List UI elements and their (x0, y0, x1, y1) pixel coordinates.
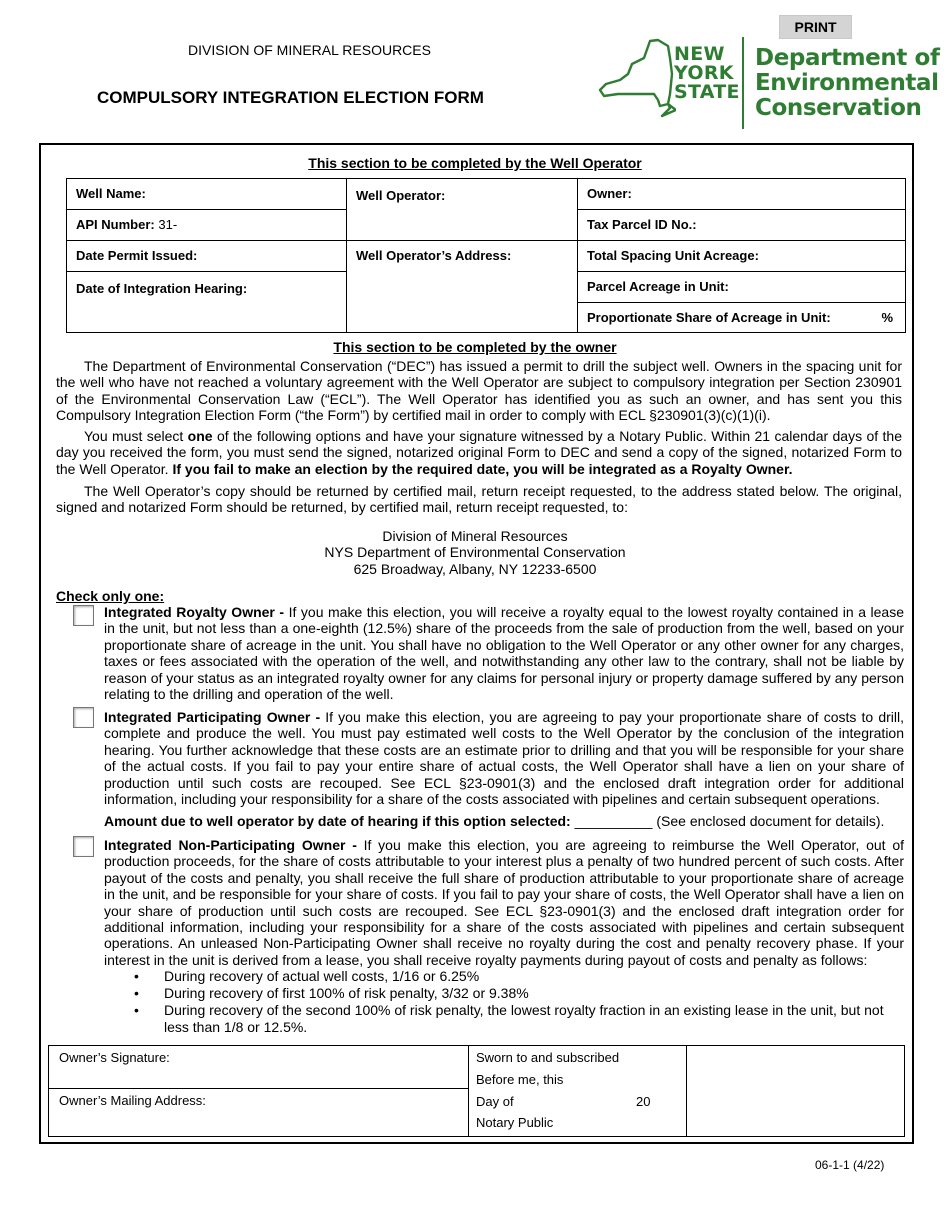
participating-owner-checkbox[interactable] (73, 707, 94, 728)
instructions-warning: If you fail to make an election by the required date, you will be integrated as a Royalty Owner. (172, 460, 793, 477)
proportionate-share-field[interactable] (577, 302, 906, 333)
owner-label: Owner: (587, 186, 632, 201)
bullet-text: During recovery of the second 100% of risk penalty, the lowest royalty fraction in an existing lease in the unit, but not less than 1/8 or 12.5%. (164, 1002, 884, 1035)
notary-stamp-field[interactable] (686, 1045, 905, 1137)
return-paragraph: The Well Operator’s copy should be returned by certified mail, return receipt requested, to the address stated below. The original, signed and notarized Form should be returned, by certified mail, return receipt requested, to: (56, 483, 902, 516)
non-participating-owner-text: If you make this election, you are agreeing to reimburse the Well Operator, out of production proceeds, for the share of costs attributable to your interest plus a penalty of two hundred percent of such costs. After payout of the costs and penalty, you shall receive the full share of production attributable to your proportionate share of acreage in the unit, and be responsible for your share of costs. If you fail to pay your share of costs, the Well Operator shall have a lien on your share of production until such costs are recouped. See ECL §23-0901(3) and the enclosed draft integration order for additional information, including your responsibility for a share of the costs associated with pipelines and certain subsequent operations. An unleased Non-Participating Owner shall receive no royalty during the cost and penalty recovery phase. If your interest in the unit is derived from a lease, you shall receive royalty payments during payout of costs and penalty as follows: (104, 837, 904, 968)
logo-york: YORK (674, 62, 734, 84)
operator-address-label: Well Operator’s Address: (356, 248, 512, 263)
before-me-label: Before me, this (476, 1072, 564, 1087)
participating-owner-title: Integrated Participating Owner - (104, 709, 321, 725)
list-item (134, 985, 904, 1002)
owner-section-heading: This section to be completed by the owner (333, 339, 617, 355)
list-item (134, 1002, 904, 1036)
logo-dept-line-1: Department of (755, 45, 940, 71)
instructions-text-c: of the following options and have your signature witnessed by a Notary Public. Within 21 calendar days of the day you received the form, you must send the signed, notarized original Form to DEC and send a copy of the signed, notarized Form to the Well Operator. (56, 428, 902, 477)
amount-due-line (104, 813, 884, 829)
royalty-bullet-list (134, 968, 904, 1036)
notary-public-label: Notary Public (476, 1115, 554, 1130)
non-participating-owner-checkbox[interactable] (73, 836, 94, 857)
intro-paragraph: The Department of Environmental Conservation (“DEC”) has issued a permit to drill the subject well. Owners in the spacing unit for the well who have not reached a voluntary agreement with the Well Operator are subject to compulsory integration per Section 230901 of the Environmental Conservation Law (“ECL”). The Well Operator has identified you as such an owner, and has sent you this Compulsory Integration Election Form (“the Form”) by certified mail in order to comply with ECL §230901(3)(c)(1)(i). (56, 358, 902, 424)
tax-parcel-field[interactable] (577, 209, 906, 241)
division-name: DIVISION OF MINERAL RESOURCES (188, 42, 431, 58)
bullet-text: During recovery of actual well costs, 1/16 or 6.25% (164, 968, 480, 984)
non-participating-owner-title: Integrated Non-Participating Owner - (104, 837, 357, 853)
owner-signature-label: Owner’s Signature: (59, 1050, 170, 1065)
participating-owner-option (104, 709, 904, 807)
return-address (0, 528, 950, 577)
api-number-label: API Number: (76, 217, 155, 232)
new-york-state-map-icon (598, 38, 676, 118)
owner-mailing-address-field[interactable] (48, 1088, 469, 1137)
parcel-acreage-field[interactable] (577, 271, 906, 303)
logo-state: STATE (674, 81, 740, 103)
sworn-label: Sworn to and subscribed (476, 1050, 620, 1065)
address-line-2: NYS Department of Environmental Conservation (324, 544, 626, 561)
parcel-acreage-label: Parcel Acreage in Unit: (587, 279, 729, 294)
bullet-icon: • (134, 985, 139, 1001)
well-operator-label: Well Operator: (356, 188, 446, 203)
amount-due-label: Amount due to well operator by date of hearing if this option selected: (104, 813, 571, 829)
royalty-owner-title: Integrated Royalty Owner - (104, 604, 285, 620)
logo-dept-line-2: Environmental (755, 70, 939, 96)
api-number-field[interactable] (66, 209, 347, 241)
operator-section-heading: This section to be completed by the Well Operator (308, 155, 642, 171)
logo-dept-line-3: Conservation (755, 95, 922, 121)
address-line-1: Division of Mineral Resources (382, 528, 568, 544)
form-title: COMPULSORY INTEGRATION ELECTION FORM (97, 88, 484, 107)
print-button[interactable]: PRINT (779, 15, 852, 39)
logo-new: NEW (674, 43, 725, 65)
non-participating-owner-option (104, 837, 904, 968)
total-spacing-label: Total Spacing Unit Acreage: (587, 248, 759, 263)
well-name-label: Well Name: (76, 186, 146, 201)
participating-owner-text: If you make this election, you are agreeing to pay your proportionate share of costs to drill, complete and produce the well. You must pay estimated well costs to the Well Operator by the conclusion of the integration hearing. You further acknowledge that these costs are an estimate prior to drilling and that you will be responsible for your share of the actual costs. If you fail to pay your entire share of actual costs, the Well Operator shall have a lien on your share of production until such costs are recouped. See ECL §23-0901(3) and the enclosed draft integration order for additional information, including your responsibility for a share of the costs associated with pipelines and certain subsequent operations. (104, 709, 905, 808)
royalty-owner-checkbox[interactable] (73, 605, 94, 626)
date-hearing-label: Date of Integration Hearing: (76, 281, 248, 296)
owner-mailing-address-label: Owner’s Mailing Address: (59, 1093, 206, 1108)
owner-field[interactable] (577, 178, 906, 210)
tax-parcel-label: Tax Parcel ID No.: (587, 217, 697, 232)
address-line-3: 625 Broadway, Albany, NY 12233-6500 (353, 560, 597, 577)
bullet-icon: • (134, 1002, 139, 1018)
well-name-field[interactable] (66, 178, 347, 210)
amount-due-note: (See enclosed document for details). (656, 813, 885, 829)
logo-divider (742, 37, 744, 129)
operator-address-field[interactable] (346, 240, 578, 333)
well-operator-field[interactable] (346, 178, 578, 241)
date-permit-field[interactable] (66, 240, 347, 272)
year-prefix-label: 20 (636, 1094, 651, 1109)
royalty-owner-text: If you make this election, you will receive a royalty equal to the lowest royalty contained in a lease in the unit, but not less than a one-eighth (12.5%) share of the proceeds from the sale of production from the well, based on your proportionate share of acreage in the unit. You shall have no obligation to the Well Operator or any other owner for any charges, taxes or fees associated with the operation of the well, and notwithstanding any other law to the contrary, shall not be liable by reason of your status as an integrated royalty owner for any claims for personal injury or property damage suffered by any person relating to the drilling and operation of the well. (104, 604, 904, 703)
list-item (134, 968, 904, 985)
percent-sign: % (881, 310, 893, 325)
date-permit-label: Date Permit Issued: (76, 248, 198, 263)
date-hearing-field[interactable] (66, 271, 347, 333)
bullet-icon: • (134, 968, 139, 984)
api-number-value: 31- (158, 217, 178, 232)
proportionate-share-label: Proportionate Share of Acreage in Unit: (587, 310, 831, 325)
instructions-text-one: one (187, 428, 213, 444)
bullet-text: During recovery of first 100% of risk penalty, 3/32 or 9.38% (164, 985, 529, 1001)
check-only-one-label: Check only one: (56, 588, 165, 604)
amount-due-input[interactable]: __________ (574, 813, 653, 829)
instructions-paragraph (56, 428, 902, 477)
total-spacing-field[interactable] (577, 240, 906, 272)
royalty-owner-option (104, 604, 904, 702)
owner-signature-field[interactable] (48, 1045, 469, 1089)
form-code: 06-1-1 (4/22) (815, 1158, 885, 1172)
day-of-label: Day of (476, 1094, 514, 1109)
instructions-text-a: You must select (84, 428, 188, 444)
